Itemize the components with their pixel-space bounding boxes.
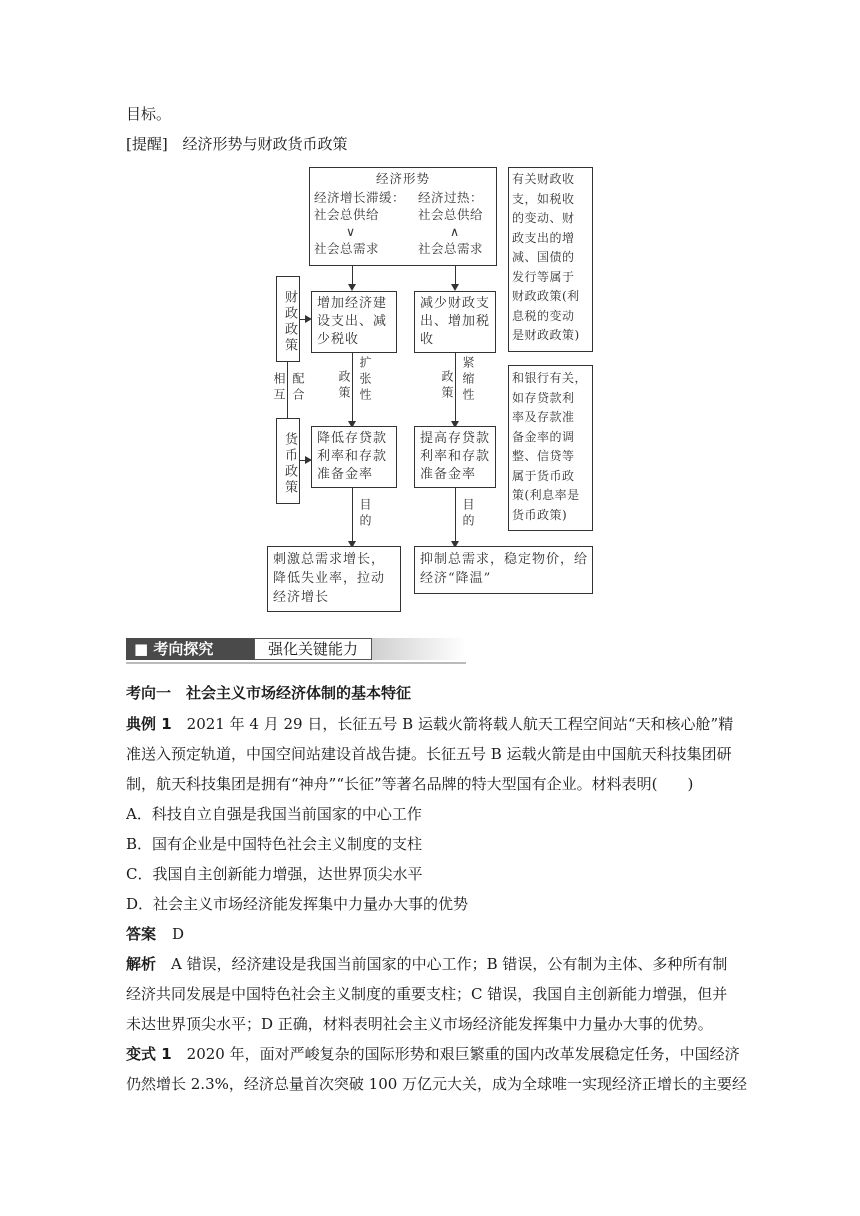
section-banner-subtitle: 强化关键能力 [254,638,372,660]
reminder-title: 经济形势与财政货币政策 [182,135,348,153]
mutual-label-left: 相互 [272,372,286,404]
lower-rate-box [311,426,397,488]
overheat-symbol: ∧ [450,224,460,239]
reminder-heading [126,134,348,154]
stimulate-result-line: 经济增长 [273,590,330,605]
connector-line [455,353,456,423]
fiscal-note-line: 的变动、财 [512,211,575,225]
lower-rate-line: 准备金率 [317,467,374,482]
fiscal-note-line: 息税的变动 [512,308,575,323]
restrain-result-line: 经济“降温” [420,571,492,586]
tight-fiscal-line: 收 [420,332,435,347]
purpose-right: 目的 [461,498,475,530]
analysis-line-3: 未达世界顶尖水平；D 正确，材料表明社会主义市场经济能发挥集中力量办大事的优势。 [126,1015,713,1033]
variant-label: 变式 1 [126,1045,172,1063]
slowdown-title: 经济增长滞缓： [314,190,406,205]
arrow-down-icon [451,284,459,291]
tight-policy-right: 紧缩性 [461,356,475,404]
answer-value: D [172,925,185,943]
lower-rate-line: 利率和存款 [317,449,388,464]
analysis-line-1 [126,954,727,974]
monetary-note-line: 整、信贷等 [512,449,575,463]
option-d: D．社会主义市场经济能发挥集中力量办大事的优势 [126,895,469,913]
analysis-line-2: 经济共同发展是中国特色社会主义制度的重要支柱；C 错误，我国自主创新能力增强，但并 [126,985,728,1003]
stimulate-result-box [267,546,401,612]
fiscal-note-line: 支，如税收 [512,191,575,206]
fiscal-note-box [508,167,593,352]
example-line-2: 准送入预定轨道，中国空间站建设首战告捷。长征五号 B 运载火箭是由中国航天科技集团研 [126,745,732,763]
connector-line [352,266,353,286]
raise-rate-line: 准备金率 [420,467,477,482]
fiscal-note-line: 发行等属于 [512,269,575,284]
fiscal-note-line: 财政政策(利 [512,289,580,303]
section-banner-title: ■ 考向探究 [126,638,254,660]
answer-label: 答案 [126,925,157,943]
section-banner-fade [372,638,466,660]
monetary-policy-label: 货币政策 [276,418,300,504]
expand-policy-left: 政策 [337,370,351,402]
purpose-left: 目的 [358,498,372,530]
variant-line-2: 仍然增长 2.3%，经济总量首次突破 100 万亿元大关，成为全球唯一实现经济正增长的主要经 [126,1075,748,1093]
fiscal-note-line: 政支出的增 [512,230,575,245]
restrain-result-line: 抑制总需求，稳定物价，给 [420,552,589,567]
monetary-note-box [508,365,593,531]
arrow-down-icon [348,284,356,291]
monetary-note-line: 货币政策) [512,507,568,522]
answer-line [126,924,184,944]
fiscal-note-line: 是财政政策) [512,328,580,342]
analysis-label: 解析 [126,955,157,973]
stimulate-result-line: 刺激总需求增长， [273,552,386,567]
raise-rate-box [414,426,496,488]
section-banner [126,636,466,664]
expand-fiscal-line: 设支出、减 [317,314,388,329]
monetary-note-line: 备金率的调 [512,429,575,444]
overheat-title: 经济过热： [418,190,484,205]
fiscal-note-line: 有关财政收 [512,172,575,186]
variant-line-1 [126,1044,740,1064]
top-line: 目标。 [126,105,172,123]
restrain-result-box [414,546,593,594]
connector-line [352,488,353,543]
monetary-note-line: 如存贷款利 [512,390,575,405]
stimulate-result-line: 降低失业率，拉动 [273,571,386,586]
example-line-3: 制，航天科技集团是拥有“神舟”“长征”等著名品牌的特大型国有企业。材料表明( ) [126,775,694,793]
connector-line [455,266,456,286]
economic-situation-box [309,167,497,266]
overheat-supply: 社会总供给 [418,207,484,222]
monetary-note-line: 属于货币政 [512,468,575,483]
expand-policy-right: 扩张性 [358,356,372,404]
option-a: A．科技自立自强是我国当前国家的中心工作 [126,805,422,823]
monetary-note-line: 率及存款准 [512,410,575,424]
connector-line [455,488,456,543]
tight-policy-left: 政策 [440,370,454,402]
raise-rate-line: 利率和存款 [420,449,491,464]
monetary-note-line: 策(利息率是 [512,488,580,502]
reminder-tag: [提醒] [126,135,168,153]
option-c: C．我国自主创新能力增强，达世界顶尖水平 [126,865,423,883]
example-label: 典例 1 [126,715,172,733]
topic-heading: 考向一 社会主义市场经济体制的基本特征 [126,684,412,702]
slowdown-demand: 社会总需求 [314,241,380,256]
fiscal-note-line: 减、国债的 [512,250,575,264]
expand-fiscal-line: 增加经济建 [317,296,388,311]
slowdown-symbol: ∨ [346,224,356,239]
mutual-label-right: 配合 [291,372,305,404]
section-banner-rule [126,662,466,664]
slowdown-supply: 社会总供给 [314,207,380,222]
tight-fiscal-box [414,291,496,353]
example-line-1 [126,714,733,734]
fiscal-policy-label: 财政政策 [276,276,300,362]
raise-rate-line: 提高存贷款 [420,431,491,446]
analysis-text: A 错误，经济建设是我国当前国家的中心工作；B 错误，公有制为主体、多种所有制 [156,955,728,973]
economic-situation-header: 经济形势 [375,171,430,186]
variant-text: 2020 年，面对严峻复杂的国际形势和艰巨繁重的国内改革发展稳定任务，中国经济 [171,1045,740,1063]
monetary-note-line: 和银行有关， [512,371,588,385]
overheat-demand: 社会总需求 [418,241,484,256]
tight-fiscal-line: 减少财政支 [420,296,491,311]
connector-line [352,353,353,423]
example-text: 2021 年 4 月 29 日，长征五号 B 运载火箭将载人航天工程空间站“天和核心舱”精 [171,715,734,733]
expand-fiscal-line: 少税收 [317,332,360,347]
option-b: B．国有企业是中国特色社会主义制度的支柱 [126,835,423,853]
mutual-connector [287,362,288,418]
tight-fiscal-line: 出、增加税 [420,314,491,329]
lower-rate-line: 降低存贷款 [317,431,388,446]
expand-fiscal-box [311,291,397,353]
